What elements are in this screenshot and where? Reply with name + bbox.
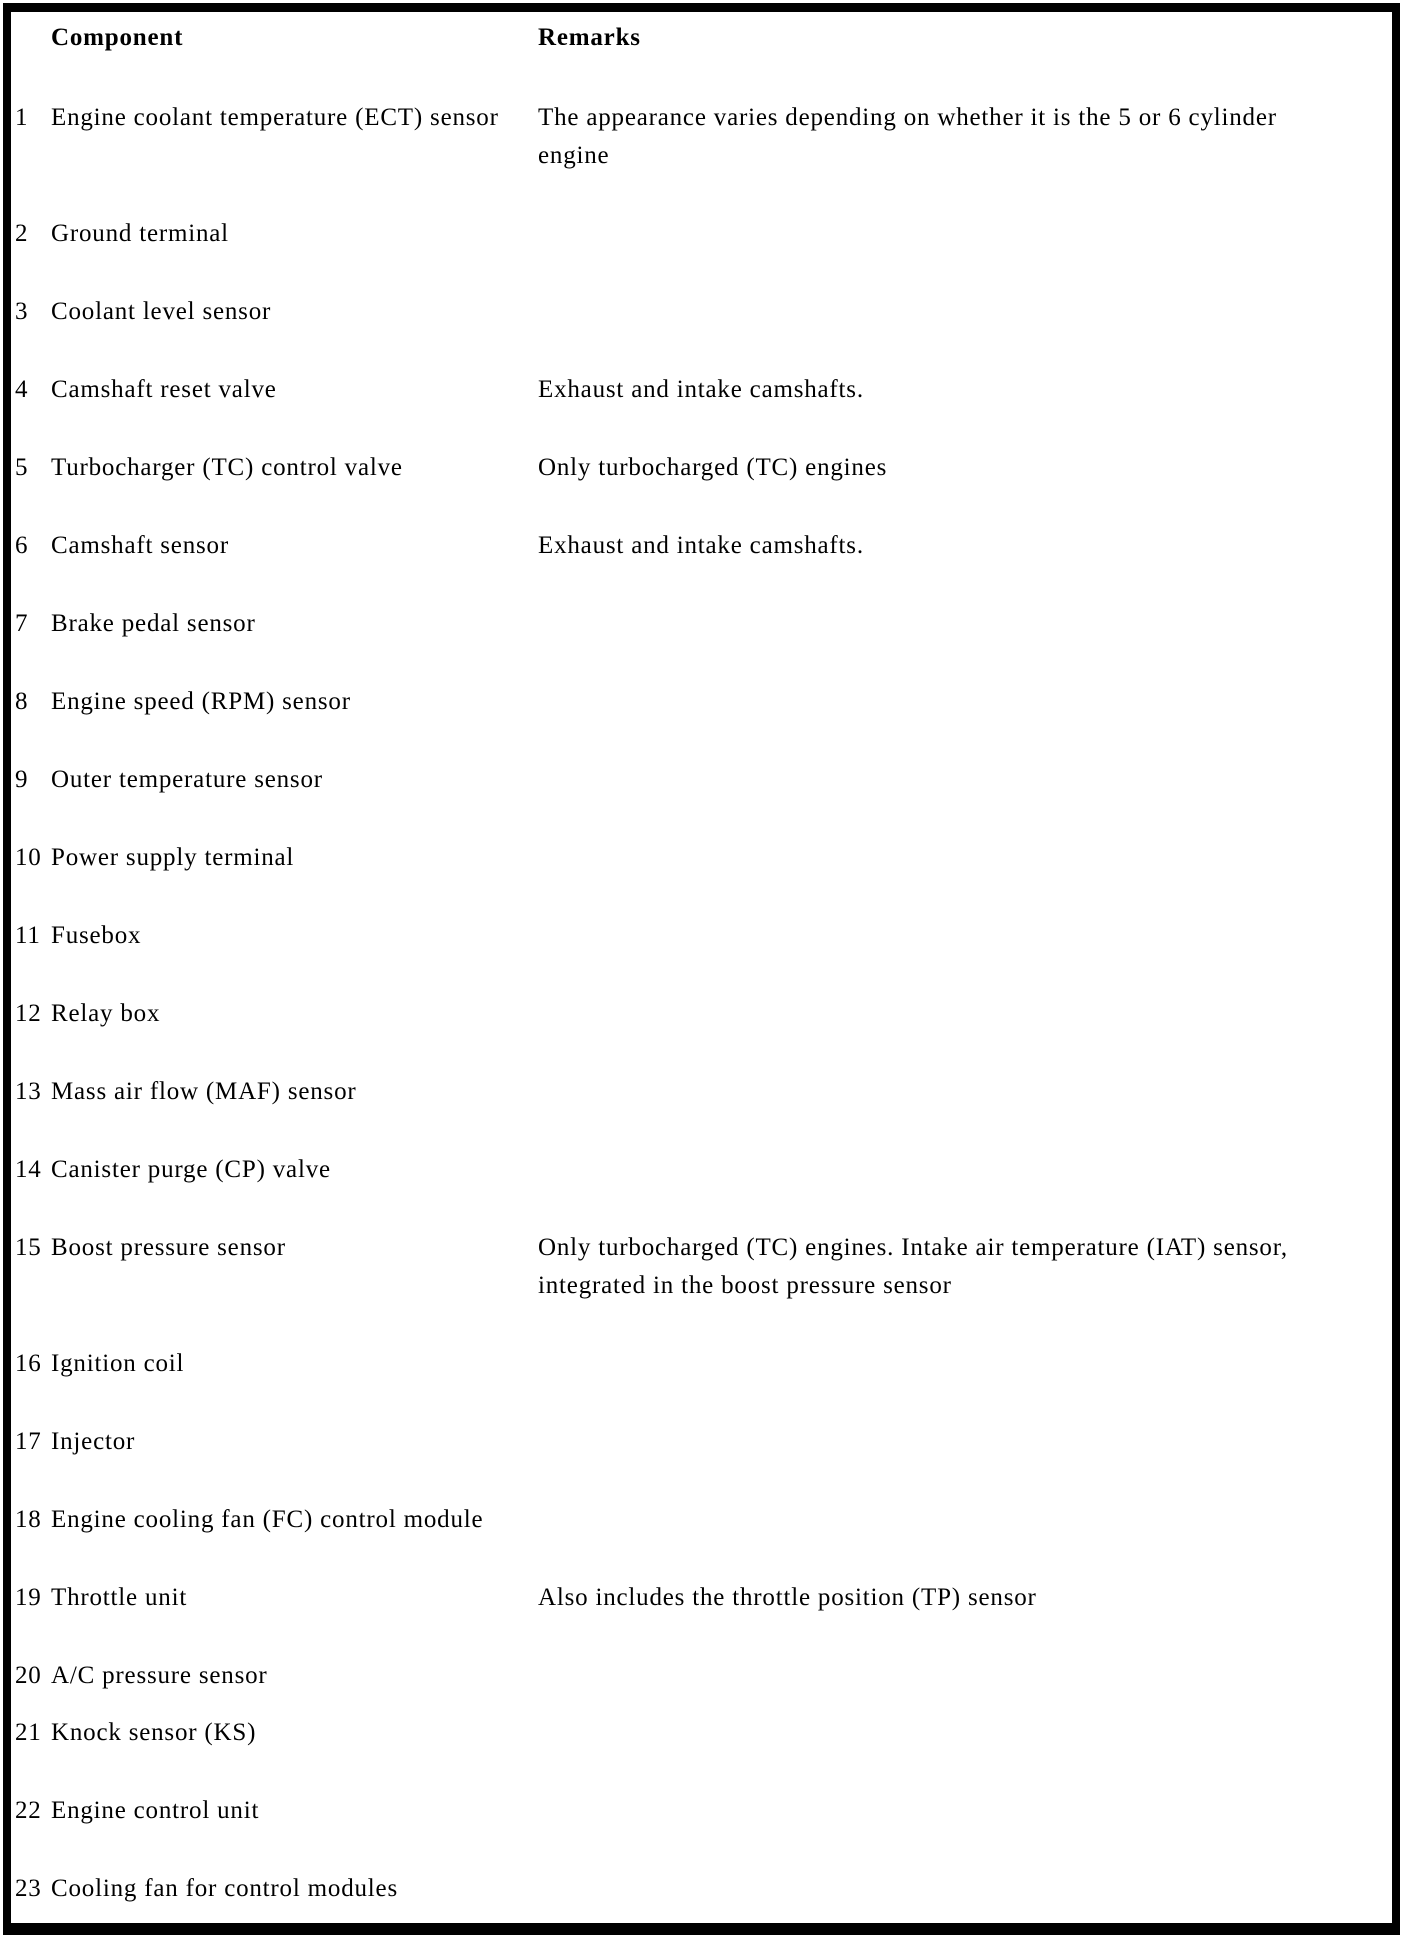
row-number: 16: [15, 1350, 42, 1377]
component-cell: Cooling fan for control modules: [51, 1875, 398, 1902]
document-page: [3, 3, 1400, 1935]
component-cell: Ground terminal: [51, 220, 229, 247]
component-cell: Boost pressure sensor: [51, 1234, 286, 1261]
row-number: 19: [15, 1584, 42, 1611]
header-remarks: Remarks: [538, 24, 641, 51]
table-row: [15, 1579, 1386, 1617]
remarks-cell: [538, 605, 1318, 643]
row-number: 3: [15, 298, 29, 325]
component-cell: Canister purge (CP) valve: [51, 1156, 331, 1183]
row-number: 20: [15, 1662, 42, 1689]
remarks-cell: [538, 1151, 1318, 1189]
header-component: Component: [51, 24, 184, 51]
remarks-cell: [538, 1714, 1318, 1752]
table-row: [15, 1870, 1386, 1908]
row-number: 22: [15, 1797, 42, 1824]
remarks-cell: Exhaust and intake camshafts.: [538, 376, 864, 403]
table-row: [15, 839, 1386, 877]
table-row: [15, 995, 1386, 1033]
table-row: [15, 293, 1386, 331]
remarks-cell: Also includes the throttle position (TP) sensor: [538, 1584, 1037, 1611]
row-number: 12: [15, 1000, 42, 1027]
row-number: 5: [15, 454, 29, 481]
row-number: 10: [15, 844, 42, 871]
row-number: 7: [15, 610, 29, 637]
table-row: [15, 1792, 1386, 1830]
table-row: [15, 1229, 1386, 1305]
component-table: [15, 19, 1386, 1908]
component-cell: Outer temperature sensor: [51, 766, 323, 793]
row-number: 2: [15, 220, 29, 247]
table-row: [15, 215, 1386, 253]
table-row: [15, 1714, 1386, 1752]
component-cell: Injector: [51, 1428, 136, 1455]
remarks-cell: [538, 1501, 1318, 1539]
component-cell: Mass air flow (MAF) sensor: [51, 1078, 357, 1105]
table-row: [15, 605, 1386, 643]
remarks-cell: Only turbocharged (TC) engines. Intake air temperature (IAT) sensor, integrated in the boost pressure sensor: [538, 1234, 1288, 1299]
table-row: [15, 1657, 1386, 1695]
component-cell: Throttle unit: [51, 1584, 188, 1611]
table-row: [15, 1073, 1386, 1111]
remarks-cell: [538, 1657, 1318, 1695]
component-cell: Coolant level sensor: [51, 298, 272, 325]
row-number: 6: [15, 532, 29, 559]
row-number: 17: [15, 1428, 42, 1455]
component-cell: Relay box: [51, 1000, 161, 1027]
remarks-cell: [538, 293, 1318, 331]
table-row: [15, 1345, 1386, 1383]
row-number: 9: [15, 766, 29, 793]
remarks-cell: [538, 215, 1318, 253]
table-row: [15, 1423, 1386, 1461]
table-row: [15, 683, 1386, 721]
table-header-row: [15, 19, 1386, 57]
table-row: [15, 1151, 1386, 1189]
component-cell: Ignition coil: [51, 1350, 185, 1377]
component-cell: Turbocharger (TC) control valve: [51, 454, 403, 481]
row-number: 8: [15, 688, 29, 715]
table-row: [15, 761, 1386, 799]
row-number: 21: [15, 1719, 42, 1746]
component-cell: Fusebox: [51, 922, 142, 949]
remarks-cell: [538, 1423, 1318, 1461]
remarks-cell: [538, 683, 1318, 721]
remarks-cell: [538, 1870, 1318, 1908]
component-cell: Camshaft sensor: [51, 532, 229, 559]
component-cell: Engine speed (RPM) sensor: [51, 688, 351, 715]
remarks-cell: Only turbocharged (TC) engines: [538, 454, 888, 481]
component-cell: Engine control unit: [51, 1797, 260, 1824]
table-row: [15, 527, 1386, 565]
remarks-cell: Exhaust and intake camshafts.: [538, 532, 864, 559]
remarks-cell: [538, 1345, 1318, 1383]
table-body: [15, 99, 1386, 1908]
table-row: [15, 1501, 1386, 1539]
remarks-cell: The appearance varies depending on whether it is the 5 or 6 cylinder engine: [538, 104, 1277, 169]
row-number: 11: [15, 922, 41, 949]
component-cell: Engine coolant temperature (ECT) sensor: [51, 104, 499, 131]
table-row: [15, 917, 1386, 955]
table-row: [15, 449, 1386, 487]
component-cell: Engine cooling fan (FC) control module: [51, 1506, 484, 1533]
component-cell: Brake pedal sensor: [51, 610, 256, 637]
row-number: 1: [15, 104, 29, 131]
header-number-cell: [15, 19, 51, 57]
remarks-cell: [538, 761, 1318, 799]
row-number: 13: [15, 1078, 42, 1105]
row-number: 18: [15, 1506, 42, 1533]
row-number: 14: [15, 1156, 42, 1183]
row-number: 15: [15, 1234, 42, 1261]
remarks-cell: [538, 1792, 1318, 1830]
remarks-cell: [538, 839, 1318, 877]
table-row: [15, 99, 1386, 175]
remarks-cell: [538, 995, 1318, 1033]
remarks-cell: [538, 917, 1318, 955]
table-row: [15, 371, 1386, 409]
component-cell: Knock sensor (KS): [51, 1719, 257, 1746]
row-number: 4: [15, 376, 29, 403]
row-number: 23: [15, 1875, 42, 1902]
component-cell: A/C pressure sensor: [51, 1662, 268, 1689]
component-cell: Camshaft reset valve: [51, 376, 277, 403]
component-cell: Power supply terminal: [51, 844, 295, 871]
remarks-cell: [538, 1073, 1318, 1111]
